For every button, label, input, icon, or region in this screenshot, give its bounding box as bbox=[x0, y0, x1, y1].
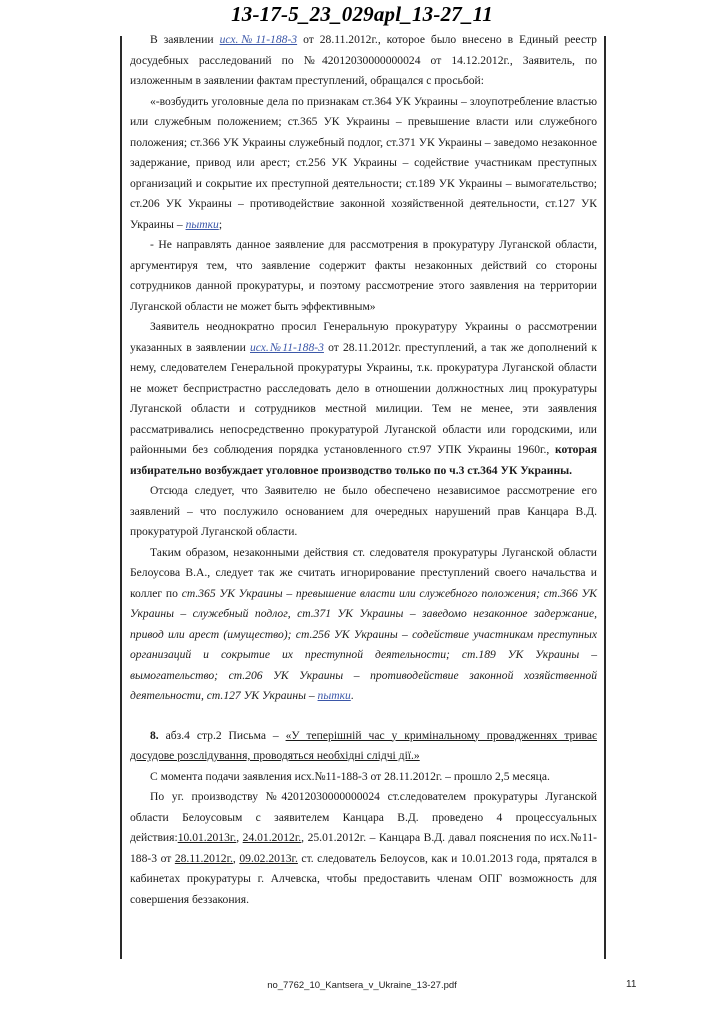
text: от 28.11.2012г. преступлений, а так же дополнений к нему, следователем Генеральной прокуратуры Украины, т.к. прокуратура Луганской области не может беспристрастно расследовать дело в отношении должностных лиц прокуратуры Луганской области и сотрудников местной милиции. Тем не менее, эти заявления рассматривались непосредственно прокуратурой Луганской области или городскими, или районными без соблюдения порядка установленного ст.97 УПК Украины 1960г., bbox=[130, 340, 597, 456]
quoted-text: «У теперішній час у кримінальному провадженнях триває досудове розслідування, проводяться необхідні слідчі дії.» bbox=[130, 728, 597, 762]
text: от 28.11.2012г., которое было внесено в Единый реестр досудебных расследований по №42012030000000024 от 14.12.2012г., Заявитель, по изложенным в заявлении фактам преступлений, обращался с просьбой: bbox=[130, 33, 597, 87]
text: «-возбудить уголовные дела по признакам ст.364 УК Украины – злоупотребление властью или служебным положением; ст.365 УК Украины – превышение власти или служебного положения; ст.366 УК Украины служебный подлог, ст.371 УК Украины – заведомо незаконное задержание, привод или арест; ст.256 УК Украины – содействие участникам преступных организаций и сокрытие их преступной деятельности; ст.189 УК Украины – вымогательство; ст.206 УК Украины – противодействие законной хозяйственной деятельности, ст.127 УК Украины – bbox=[130, 94, 597, 231]
document-body bbox=[130, 30, 597, 910]
paragraph-7 bbox=[130, 726, 597, 767]
footer-page-number: 11 bbox=[626, 979, 637, 990]
page-header-title: 13-17-5_23_029apl_13-27_11 bbox=[231, 2, 493, 26]
paragraph-1 bbox=[130, 30, 597, 92]
reference-link[interactable]: исх.№11-188-3 bbox=[250, 340, 324, 354]
item-number: 8. bbox=[150, 728, 159, 742]
text: , bbox=[232, 851, 240, 865]
bold-text: которая избирательно возбуждает уголовное производство только по ч.3 ст.364 УК Украины. bbox=[130, 443, 597, 477]
text: ст. следователь Белоусов, как и 10.01.2013 года, прятался в кабинетах прокуратуры г. Алчевска, чтобы предоставить членам ОПГ возможность для совершения беззакония. bbox=[130, 851, 598, 906]
paragraph-4 bbox=[130, 317, 597, 481]
text: , 25.01.2012г. – Канцара В.Д. давал пояснения по исх.№11-188-3 от bbox=[130, 831, 598, 865]
paragraph-2 bbox=[130, 92, 597, 236]
torture-link[interactable]: пытки bbox=[185, 217, 219, 231]
text: Заявитель неоднократно просил Генеральную прокуратуру Украины о рассмотрении указанных в заявлении bbox=[130, 320, 597, 354]
text: . bbox=[350, 689, 354, 702]
date-1: 10.01.2013г. bbox=[177, 831, 237, 844]
text: абз.4 стр.2 Письма – bbox=[158, 728, 286, 742]
paragraph-6 bbox=[130, 543, 597, 707]
date-3: 28.11.2012г. bbox=[174, 851, 233, 865]
text: ; bbox=[218, 217, 223, 231]
paragraph-3: - Не направлять данное заявление для рассмотрения в прокуратуру Луганской области, аргументируя тем, что заявление содержит факты незаконных действий со стороны сотрудников данной прокуратуры, и поэтому рассмотрение этого заявления на территории Луганской области не может быть эффективным» bbox=[130, 238, 597, 313]
text: , bbox=[236, 831, 243, 844]
section-gap bbox=[130, 707, 597, 726]
text: Таким образом, незаконными действия ст. следователя прокуратуры Луганской области Белоусова В.А., следует так же считать игнорирование преступлений своего начальства и коллег по bbox=[130, 545, 597, 600]
date-2: 24.01.2012г. bbox=[242, 831, 302, 844]
paragraph-9 bbox=[130, 787, 597, 910]
torture-link[interactable]: пытки bbox=[317, 689, 351, 702]
footer-filename: no_7762_10_Kantsera_v_Ukraine_13-27.pdf bbox=[267, 980, 457, 991]
text: В заявлении bbox=[150, 33, 220, 46]
date-4: 09.02.2013г. bbox=[239, 851, 298, 865]
paragraph-5: Отсюда следует, что Заявителю не было обеспечено независимое рассмотрение его заявлений – что послужило основанием для очередных нарушений прав Канцара В.Д. прокуратурой Луганской области. bbox=[130, 484, 597, 538]
text: По уг. производству №42012030000000024 ст.следователем прокуратуры Луганской области Белоусовым с заявителем Канцара В.Д. проведено 4 процессуальных действия: bbox=[130, 790, 597, 844]
reference-link[interactable]: исх.№11-188-3 bbox=[219, 33, 298, 46]
italic-text: ст.365 УК Украины – превышение власти или служебного положения; ст.366 УК Украины – служебный подлог, ст.371 УК Украины – заведомо незаконное задержание, привод или арест (имущество); ст.256 УК Украины – содействие участникам преступных организаций и сокрытие их преступной деятельности; ст.189 УК Украины – вымогательство; ст.206 УК Украины – противодействие законной хозяйственной деятельности, ст.127 УК Украины – bbox=[130, 586, 597, 702]
paragraph-8: С момента подачи заявления исх.№11-188-3 от 28.11.2012г. – прошло 2,5 месяца. bbox=[150, 769, 550, 783]
